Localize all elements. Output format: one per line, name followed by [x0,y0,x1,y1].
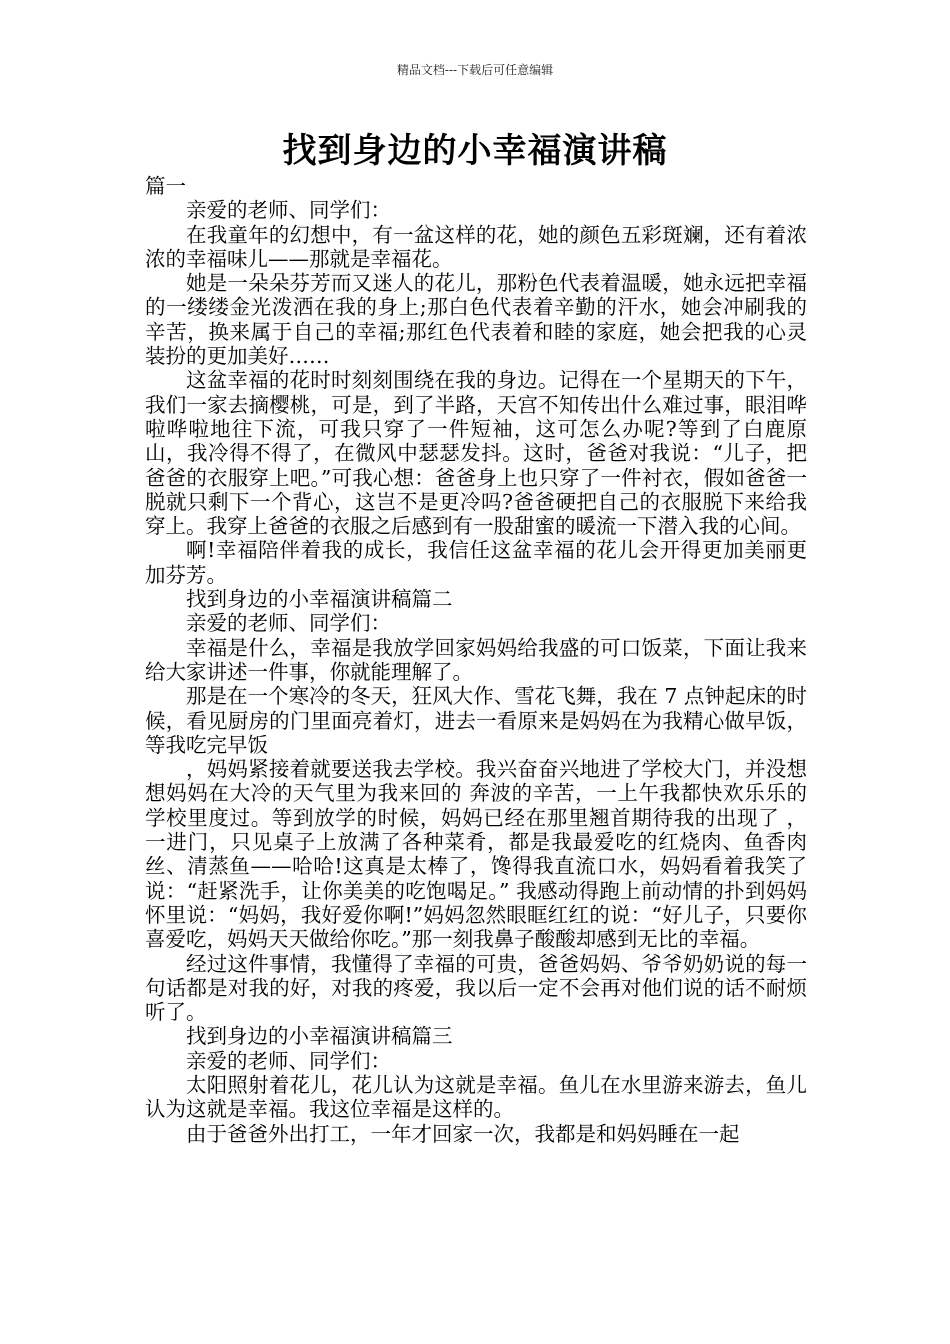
paragraph: 篇一 [145,174,186,198]
section-heading: 找到身边的小幸福演讲稿篇三 [186,1024,453,1049]
paragraph: 在我童年的幻想中，有一盆这样的花，她的颜色五彩斑斓，还有着浓浓的幸福味儿——那就是幸福花。 [145,222,807,271]
paragraph: 这盆幸福的花时时刻刻围绕在我的身边。记得在一个星期天的下午，我们一家去摘樱桃，可是，到了半路，天宫不知传出什么难过事，眼泪哗啦哗啦地往下流，可我只穿了一件短袖，这可怎么办呢?等到了白鹿原山，我冷得不得了，在微风中瑟瑟发抖。这时，爸爸对我说：“儿子，把爸爸的衣服穿上吧。”可我心想：爸爸身上也只穿了一件衬衣，假如爸爸一脱就只剩下一个背心，这岂不是更冷吗?爸爸硬把自己的衣服脱下来给我穿上。我穿上爸爸的衣服之后感到有一股甜蜜的暖流一下潜入我的心间。 [145,368,807,539]
document-title: 找到身边的小幸福演讲稿 [282,131,668,171]
page-header: 精品文档---下载后可任意编辑 [396,63,554,77]
paragraph: 亲爱的老师、同学们： [186,198,391,223]
paragraph: 她是一朵朵芬芳而又迷人的花儿，那粉色代表着温暖，她永远把幸福的一缕缕金光泼洒在我的身上;那白色代表着辛勤的汗水，她会冲刷我的辛苦，换来属于自己的幸福;那红色代表着和睦的家庭，她会把我的心灵装扮的更加美好…… [145,271,807,369]
paragraph: 那是在一个寒冷的冬天，狂风大作、雪花飞舞，我在 7 点钟起床的时候，看见厨房的门里面亮着灯，进去一看原来是妈妈在为我精心做早饭，等我吃完早饭 [145,684,807,757]
paragraph: 亲爱的老师、同学们： [186,1048,391,1073]
section-heading: 找到身边的小幸福演讲稿篇二 [186,587,453,612]
paragraph: 亲爱的老师、同学们： [186,611,391,636]
paragraph: 由于爸爸外出打工，一年才回家一次，我都是和妈妈睡在一起 [186,1121,740,1146]
paragraph: 幸福是什么，幸福是我放学回家妈妈给我盛的可口饭菜，下面让我来给大家讲述一件事，你就能理解了。 [145,635,807,684]
paragraph: 经过这件事情，我懂得了幸福的可贵，爸爸妈妈、爷爷奶奶说的每一句话都是对我的好，对我的疼爱，我以后一定不会再对他们说的话不耐烦听了。 [145,951,807,1025]
paragraph: 太阳照射着花儿，花儿认为这就是幸福。鱼儿在水里游来游去，鱼儿认为这就是幸福。我这位幸福是这样的。 [145,1072,807,1122]
paragraph: ，妈妈紧接着就要送我去学校。我兴奋奋兴地进了学校大门，并没想想妈妈在大冷的天气里为我来回的 奔波的辛苦，一上午我都快欢乐乐的学校里度过。等到放学的时候，妈妈已经在那里翘首期待我的出现了 ，一进门，只见桌子上放满了各种菜肴，都是我最爱吃的红烧肉、鱼香肉丝、清蒸鱼——哈哈!这真是太棒了，馋得我直流口水，妈妈看着我笑了 说：“赶紧洗手，让你美美的吃饱喝足。” 我感动得跑上前动情的扑到妈妈怀里说：“妈妈，我好爱你啊!”妈妈忽然眼眶红红的说：“好儿子，只要你喜爱吃，妈妈天天做给你吃。”那一刻我鼻子酸酸却感到无比的幸福。 [145,757,807,952]
paragraph: 啊!幸福陪伴着我的成长，我信任这盆幸福的花儿会开得更加美丽更加芬芳。 [145,538,807,587]
document-body [145,174,807,1146]
